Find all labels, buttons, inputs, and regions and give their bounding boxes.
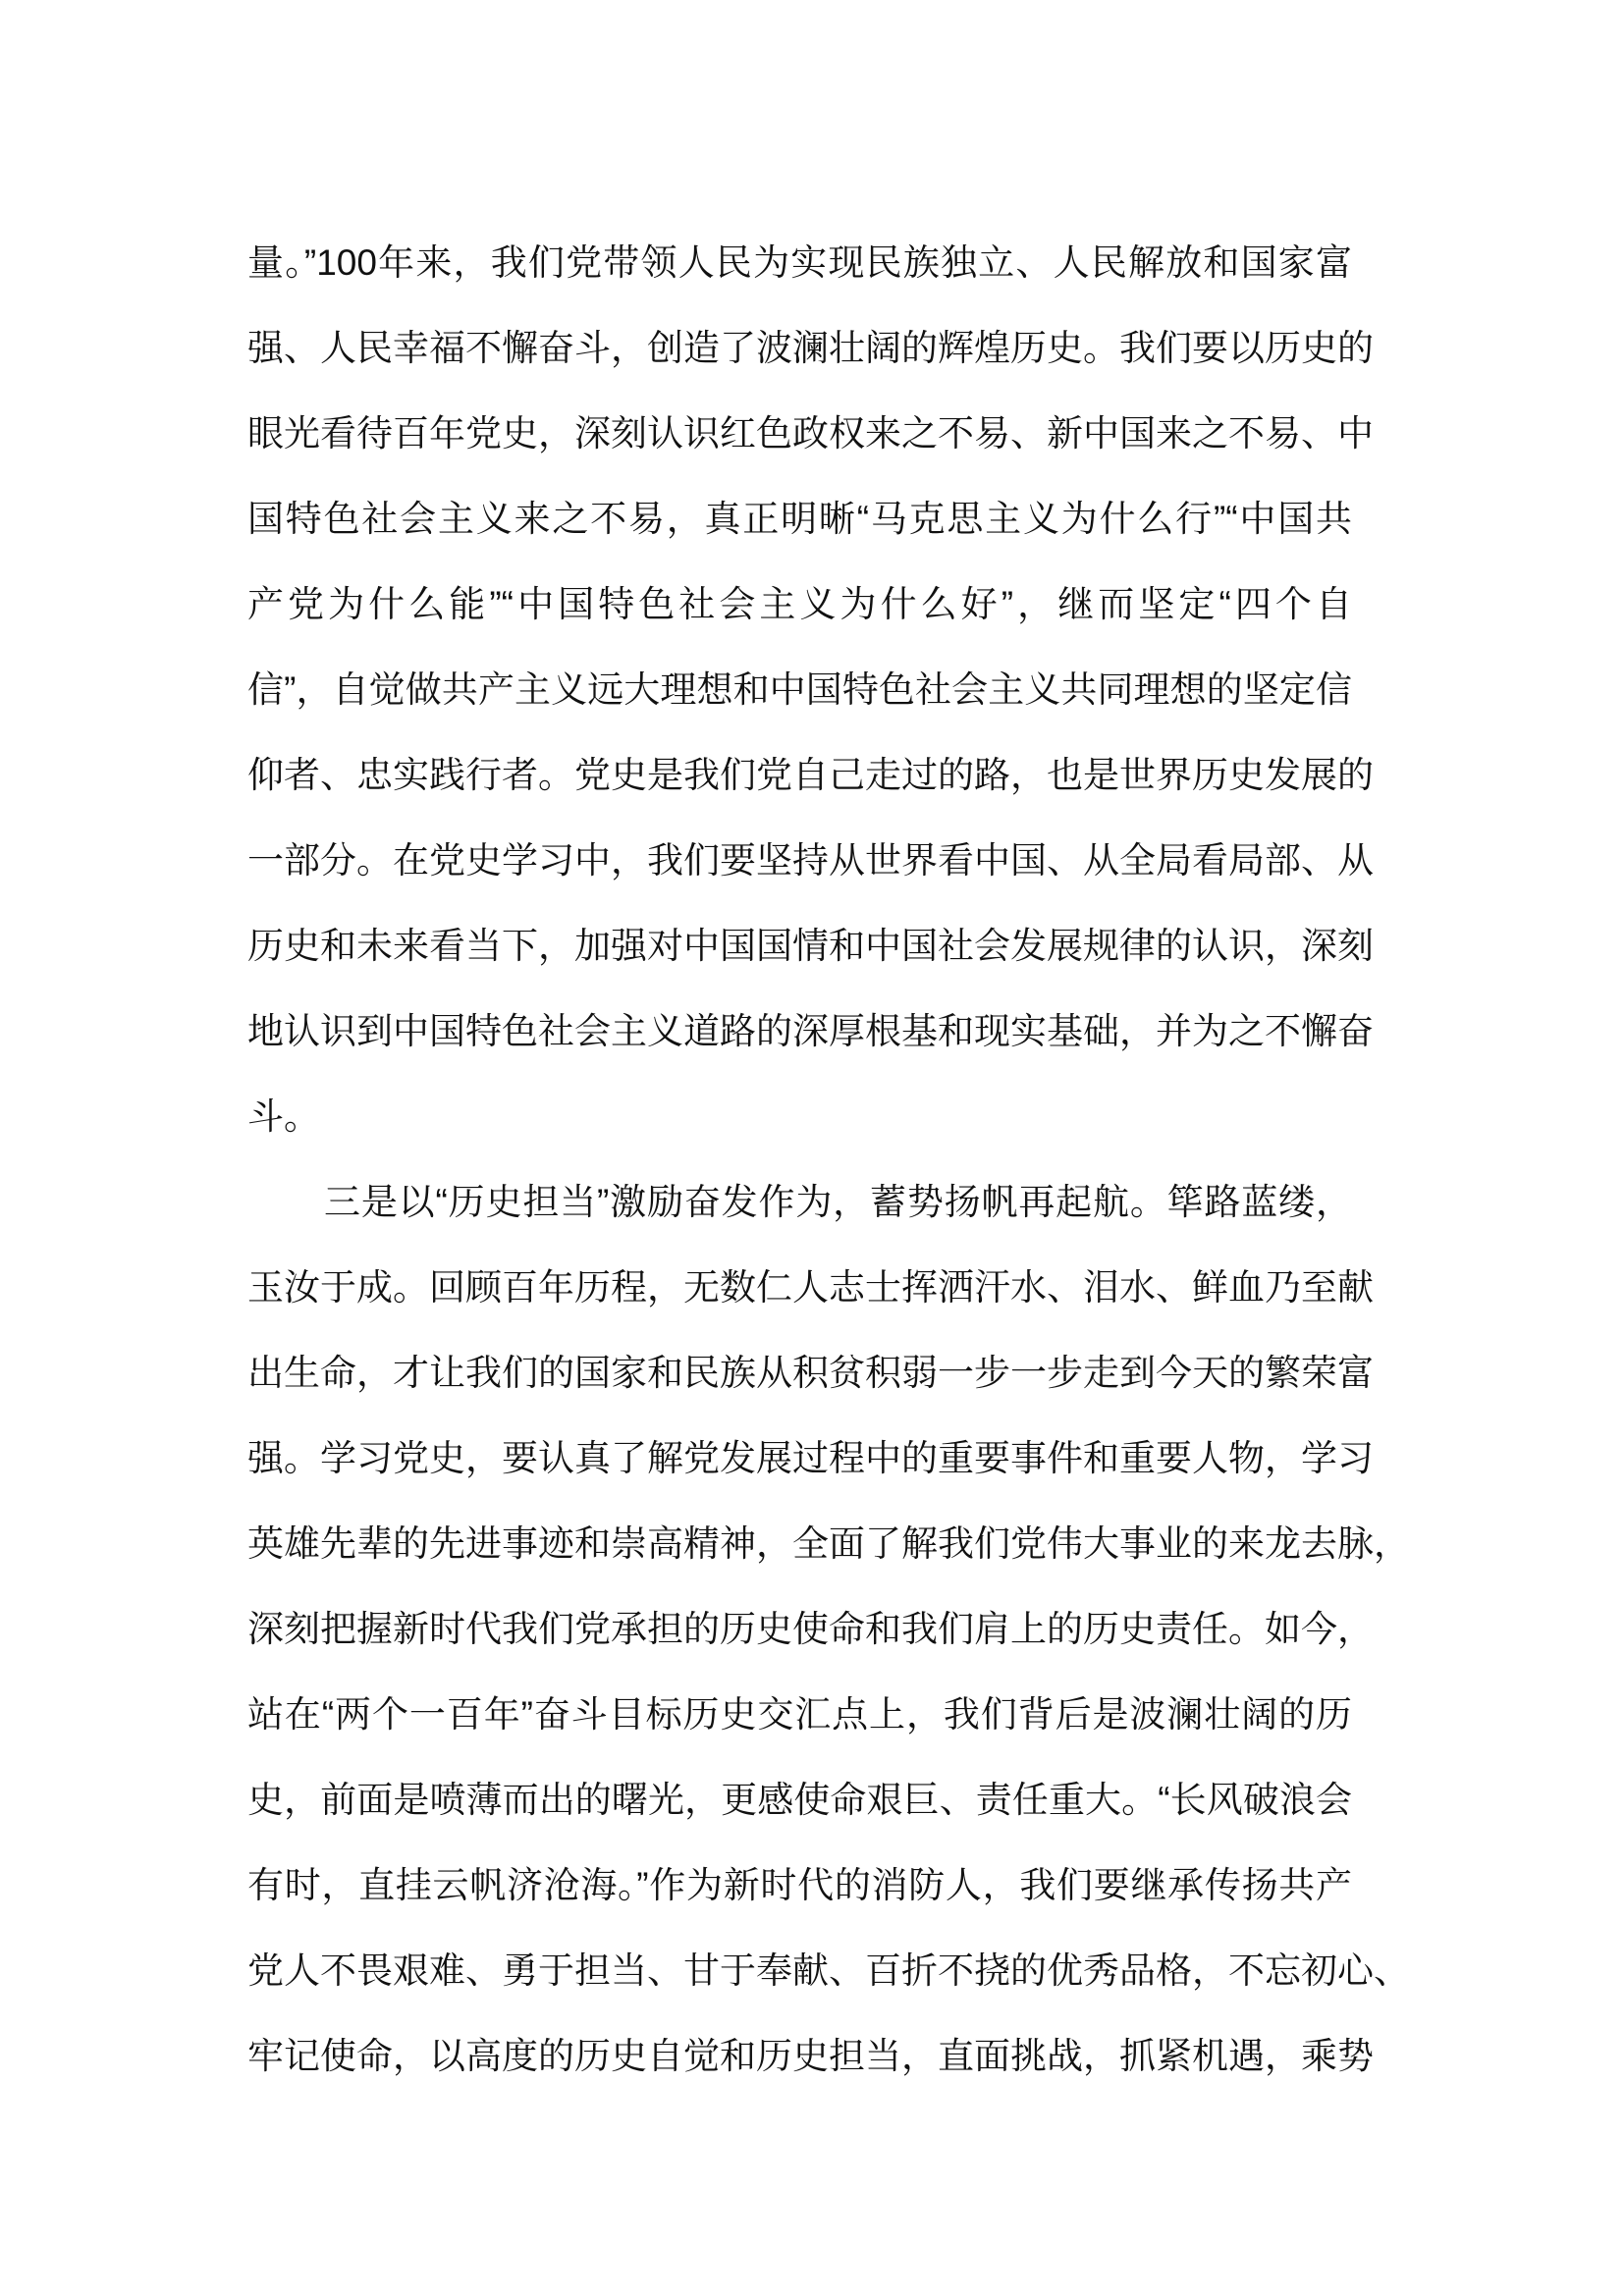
text-line: 深刻把握新时代我们党承担的历史使命和我们肩上的历史责任。如今， — [247, 1609, 1374, 1649]
text-line: 仰者、忠实践行者。党史是我们党自己走过的路，也是世界历史发展的 — [247, 755, 1374, 795]
text-line: 出生命，才让我们的国家和民族从积贫积弱一步一步走到今天的繁荣富 — [247, 1353, 1374, 1393]
text-line: 信”，自觉做共产主义远大理想和中国特色社会主义共同理想的坚定信 — [247, 669, 1352, 710]
text-line: 牢记使命，以高度的历史自觉和历史担当，直面挑战，抓紧机遇，乘势 — [247, 2036, 1374, 2076]
text-line: 眼光看待百年党史，深刻认识红色政权来之不易、新中国来之不易、中 — [247, 413, 1374, 454]
text-line: 强。学习党史，要认真了解党发展过程中的重要事件和重要人物，学习 — [247, 1438, 1374, 1478]
text-line: 地认识到中国特色社会主义道路的深厚根基和现实基础，并为之不懈奋 — [247, 1011, 1374, 1051]
text-line: 国特色社会主义来之不易，真正明晰“马克思主义为什么行”“中国共 — [247, 499, 1352, 539]
text-line: 强、人民幸福不懈奋斗，创造了波澜壮阔的辉煌历史。我们要以历史的 — [247, 328, 1374, 368]
paragraph-first-line: 三是以“历史担当”激励奋发作为，蓄势扬帆再起航。筚路蓝缕， — [324, 1182, 1352, 1222]
text-line: 英雄先辈的先进事迹和崇高精神，全面了解我们党伟大事业的来龙去脉， — [247, 1523, 1410, 1564]
text-line: 党人不畏艰难、勇于担当、甘于奉献、百折不挠的优秀品格，不忘初心、 — [247, 1950, 1410, 1991]
text-line: 一部分。在党史学习中，我们要坚持从世界看中国、从全局看局部、从 — [247, 840, 1374, 881]
text-line: 玉汝于成。回顾百年历程，无数仁人志士挥洒汗水、泪水、鲜血乃至献 — [247, 1267, 1374, 1308]
text-line: 量。”100年来，我们党带领人民为实现民族独立、人民解放和国家富 — [247, 242, 1352, 283]
text-line: 产党为什么能”“中国特色社会主义为什么好”，继而坚定“四个自 — [247, 584, 1352, 624]
text-line: 站在“两个一百年”奋斗目标历史交汇点上，我们背后是波澜壮阔的历 — [247, 1694, 1352, 1735]
text-line: 史，前面是喷薄而出的曙光，更感使命艰巨、责任重大。“长风破浪会 — [247, 1780, 1352, 1820]
text-line: 历史和未来看当下，加强对中国国情和中国社会发展规律的认识，深刻 — [247, 926, 1374, 966]
text-line: 有时，直挂云帆济沧海。”作为新时代的消防人，我们要继承传扬共产 — [247, 1865, 1352, 1905]
text-line: 斗。 — [247, 1096, 320, 1137]
